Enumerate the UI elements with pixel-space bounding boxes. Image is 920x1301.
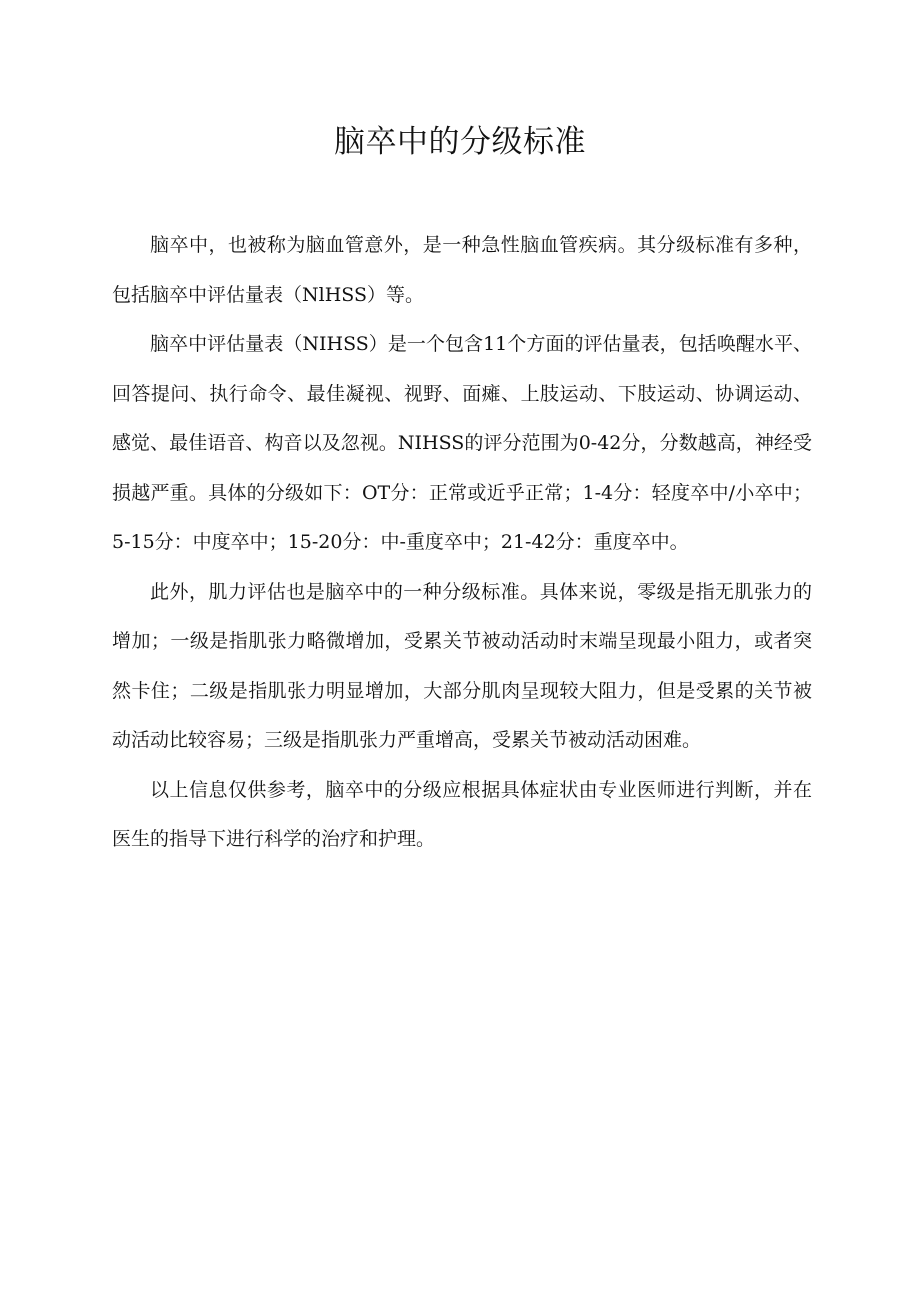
paragraph-disclaimer: 以上信息仅供参考，脑卒中的分级应根据具体症状由专业医师进行判断，并在医生的指导下进行科学的治疗和护理。 — [112, 778, 812, 850]
paragraph-muscle-assessment: 此外，肌力评估也是脑卒中的一种分级标准。具体来说，零级是指无肌张力的增加；一级是指肌张力略微增加，受累关节被动活动时末端呈现最小阻力，或者突然卡住；二级是指肌张力明显增加，大部分肌肉呈现较大阻力，但是受累的关节被动活动比较容易；三级是指肌张力严重增高，受累关节被动活动困难。 — [112, 580, 812, 751]
paragraph-intro: 脑卒中，也被称为脑血管意外，是一种急性脑血管疾病。其分级标准有多种，包括脑卒中评估量表（NlHSS）等。 — [112, 234, 812, 306]
document-body — [112, 221, 812, 865]
page-title: 脑卒中的分级标准 — [334, 124, 586, 160]
paragraph-nihss: 脑卒中评估量表（NIHSS）是一个包含11个方面的评估量表，包括唤醒水平、回答提问、执行命令、最佳凝视、视野、面瘫、上肢运动、下肢运动、协调运动、感觉、最佳语音、构音以及忽视。NIHSS的评分范围为0-42分，分数越高，神经受损越严重。具体的分级如下：OT分：正常或近乎正常；1-4分：轻度卒中/小卒中；5-15分：中度卒中；15-20分：中-重度卒中；21-42分：重度卒中。 — [112, 333, 812, 553]
